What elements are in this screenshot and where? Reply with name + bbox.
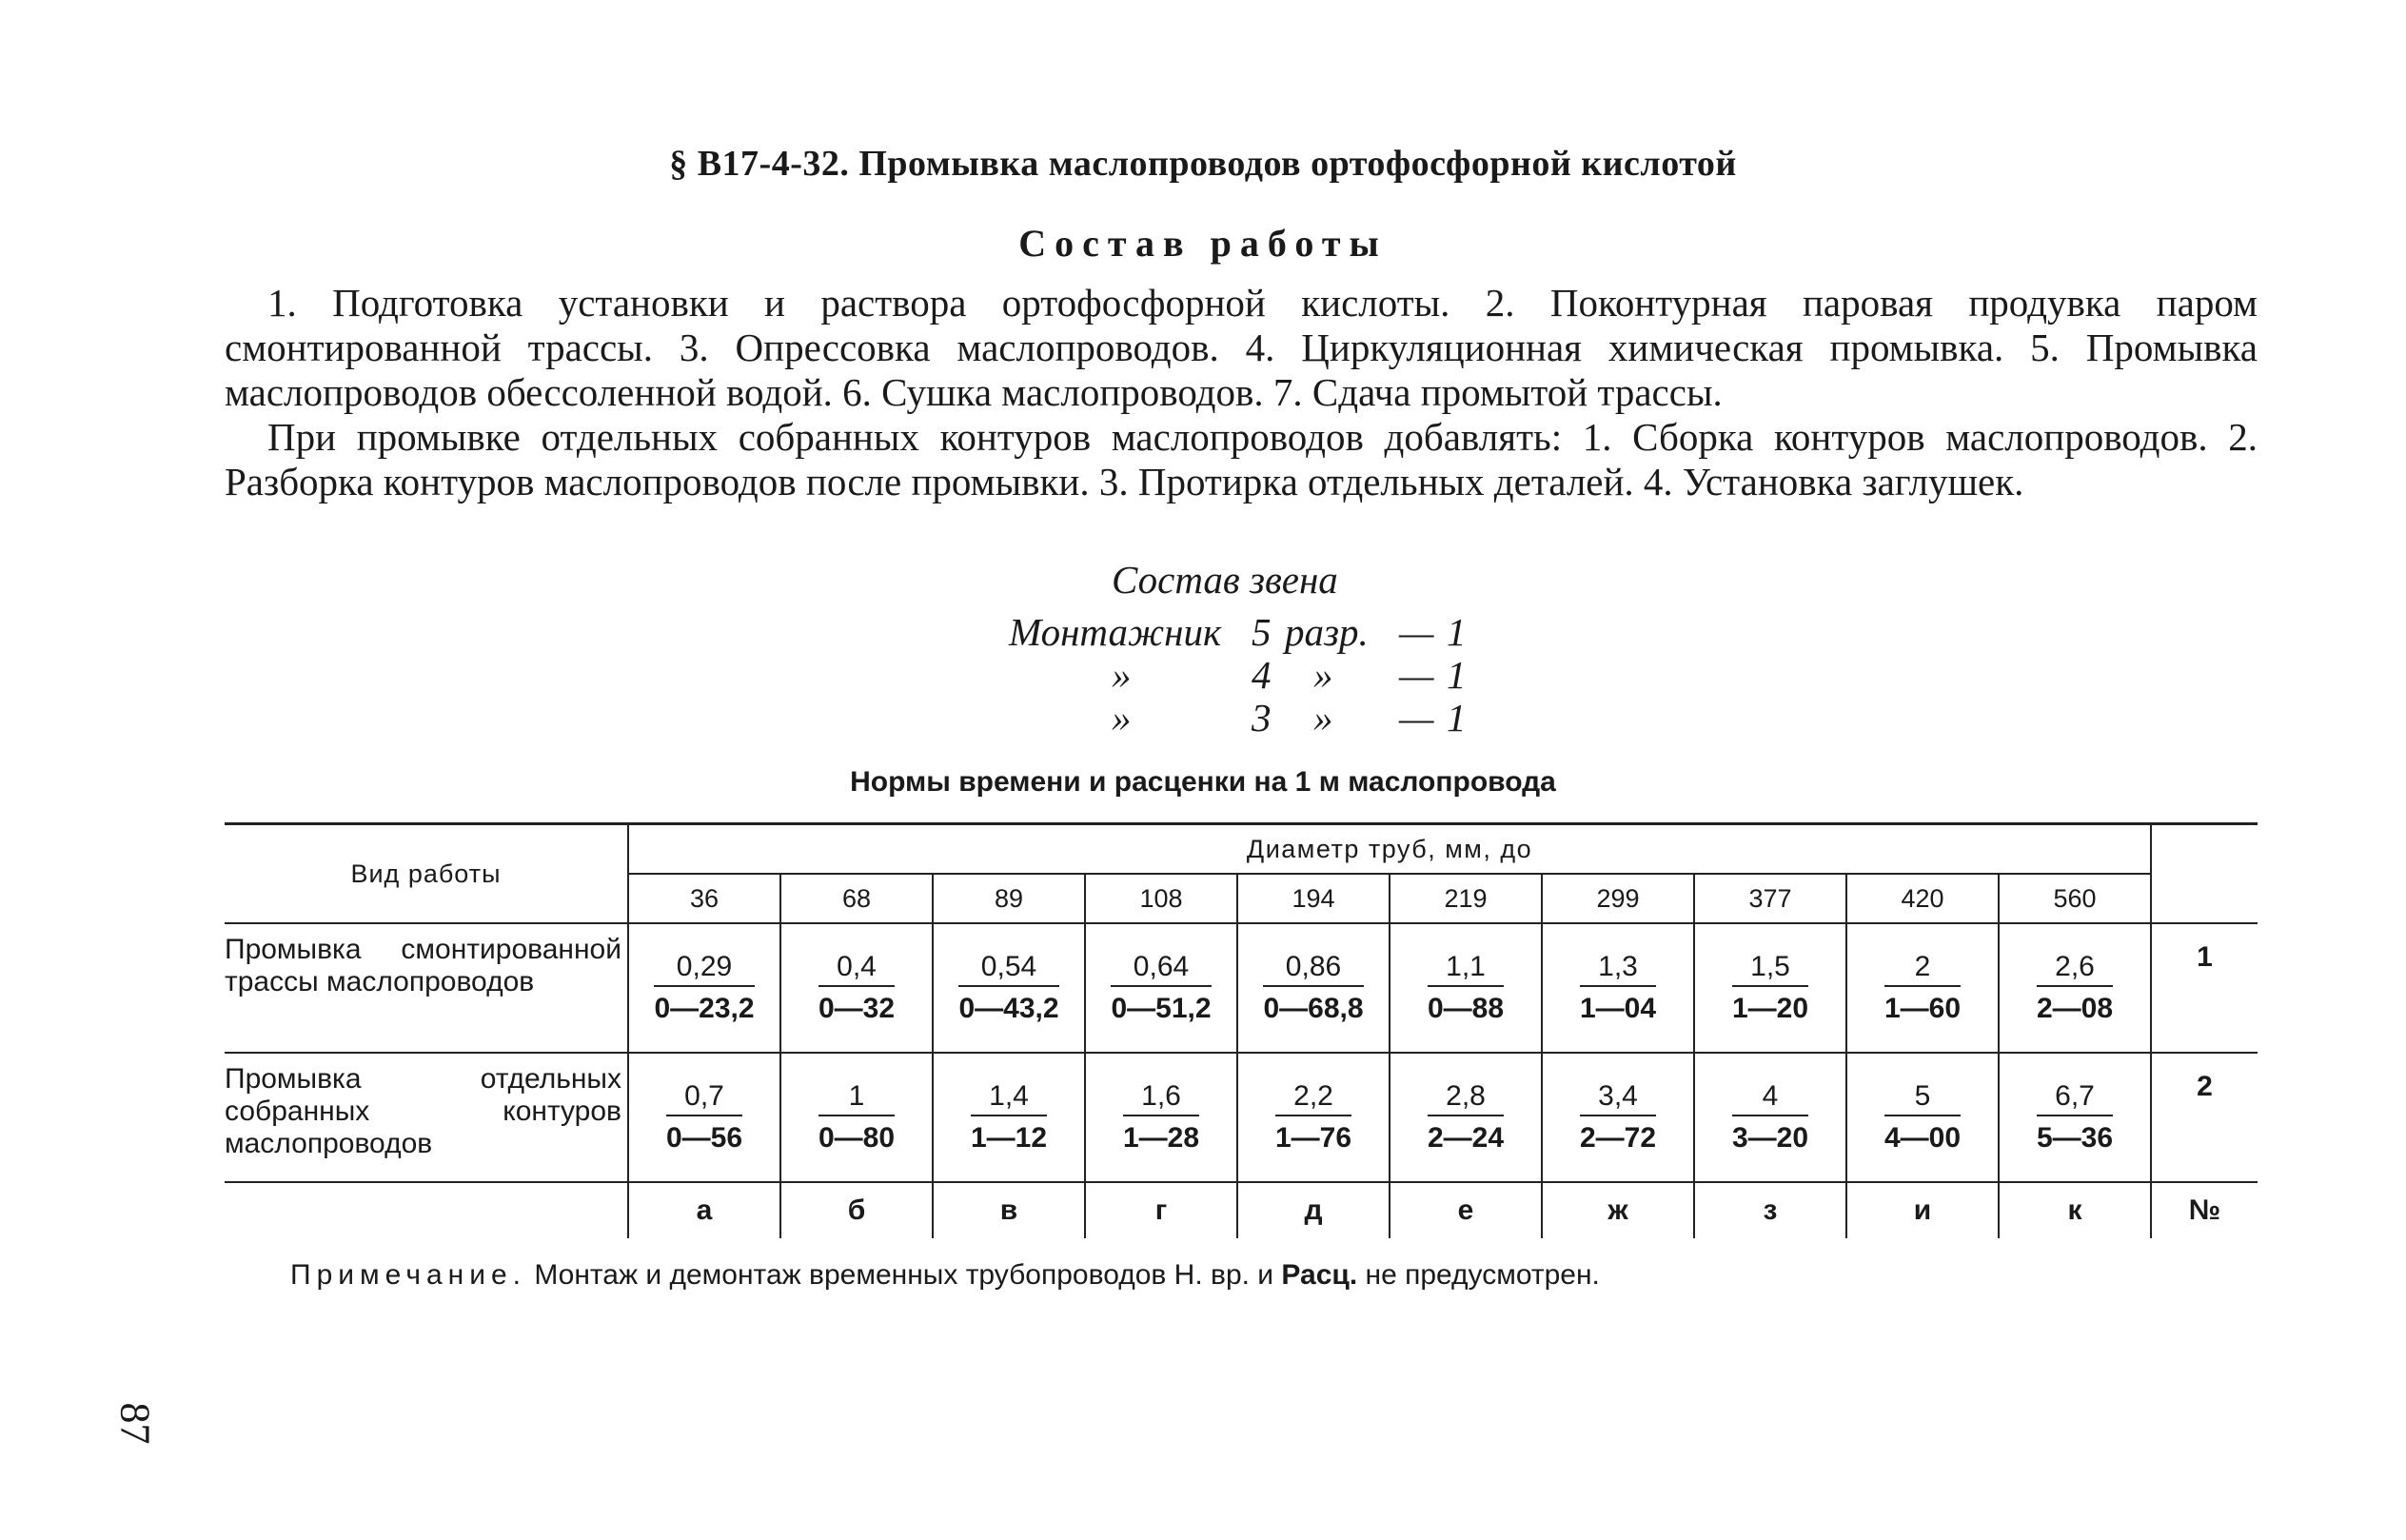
value-cell xyxy=(628,1053,780,1182)
column-letter: в xyxy=(933,1182,1085,1238)
value-cell xyxy=(933,1053,1085,1182)
crew-grade: 5 xyxy=(1252,610,1272,654)
norms-table xyxy=(225,822,2258,1238)
note-text: Монтаж и демонтаж временных трубопроводов Н. вр. и xyxy=(525,1259,1282,1291)
value-cell xyxy=(1085,923,1237,1053)
number-header xyxy=(2151,824,2258,924)
time-norm: 4 xyxy=(1732,1080,1808,1116)
time-norm: 1,5 xyxy=(1732,951,1808,987)
rate: 4—00 xyxy=(1883,1122,1962,1154)
rate: 0—80 xyxy=(818,1122,896,1154)
crew-dash: — xyxy=(1399,610,1434,654)
column-letter: к xyxy=(2067,1194,2082,1226)
row-number: 1 xyxy=(2151,923,2258,1053)
rate: 1—60 xyxy=(1883,993,1962,1024)
rate: 0—56 xyxy=(665,1122,743,1154)
column-letter: е xyxy=(1390,1182,1542,1238)
value-cell xyxy=(1542,1053,1694,1182)
time-norm: 3,4 xyxy=(1580,1080,1656,1116)
rate: 0—43,2 xyxy=(958,993,1059,1024)
time-norm: 2,8 xyxy=(1428,1080,1504,1116)
rate: 0—88 xyxy=(1427,993,1505,1024)
time-norm: 0,54 xyxy=(958,951,1058,987)
diameter-cell: 299 xyxy=(1542,874,1694,923)
row-label: Промывка отдельных собранных контуров маслопроводов xyxy=(225,1053,628,1182)
crew-row xyxy=(1009,695,1504,738)
time-norm: 1,6 xyxy=(1123,1080,1199,1116)
diameter-cell: 108 xyxy=(1085,874,1237,923)
table-row xyxy=(225,923,2258,1053)
note-label: Примечание. xyxy=(290,1259,526,1291)
rate: 0—23,2 xyxy=(654,993,755,1024)
crew-row xyxy=(1009,652,1504,695)
work-composition-heading: Состав работы xyxy=(1018,222,1388,265)
note-bold-term: Расц. xyxy=(1281,1259,1358,1291)
time-norm: 1,4 xyxy=(971,1080,1047,1116)
column-letter: з xyxy=(1694,1182,1846,1238)
crew-count: 1 xyxy=(1447,653,1467,697)
value-cell xyxy=(1542,923,1694,1053)
value-cell xyxy=(1237,1053,1390,1182)
crew-row xyxy=(1009,609,1504,652)
value-cell xyxy=(1694,1053,1846,1182)
header-row-1 xyxy=(225,824,2258,875)
value-cell xyxy=(933,923,1085,1053)
crew-count: 1 xyxy=(1447,696,1467,740)
row-label: Промывка смонтированной трассы маслопроводов xyxy=(225,923,628,1053)
diameter-header: Диаметр труб, мм, до xyxy=(628,824,2151,875)
value-cell xyxy=(1085,1053,1237,1182)
crew-heading: Состав звена xyxy=(1112,558,1338,602)
rate: 0—32 xyxy=(818,993,896,1024)
time-norm: 2 xyxy=(1884,951,1961,987)
time-norm: 0,64 xyxy=(1111,951,1211,987)
rate: 1—12 xyxy=(970,1122,1048,1154)
table-caption: Нормы времени и расценки на 1 м маслопровода xyxy=(850,766,1556,798)
crew-dash: — xyxy=(1399,696,1434,740)
time-norm: 1,1 xyxy=(1428,951,1504,987)
value-cell xyxy=(628,923,780,1053)
number-label: № xyxy=(2151,1182,2258,1238)
rate: 1—76 xyxy=(1274,1122,1352,1154)
section-title: § В17-4-32. Промывка маслопроводов ортофосфорной кислотой xyxy=(669,144,1737,184)
diameter-cell: 219 xyxy=(1390,874,1542,923)
rate: 5—36 xyxy=(2036,1122,2114,1154)
page-number: 87 xyxy=(111,1402,159,1445)
column-letter: ж xyxy=(1542,1182,1694,1238)
rate: 3—20 xyxy=(1731,1122,1809,1154)
value-cell xyxy=(780,923,933,1053)
value-cell xyxy=(1390,1053,1542,1182)
column-letter: б xyxy=(780,1182,933,1238)
row-number: 2 xyxy=(2151,1053,2258,1182)
crew-profession: Монтажник xyxy=(1009,610,1222,654)
time-norm: 0,7 xyxy=(666,1080,742,1116)
diameter-cell: 36 xyxy=(628,874,780,923)
diameter-cell: 560 xyxy=(1999,874,2151,923)
crew-dash: — xyxy=(1399,653,1434,697)
column-letter: и xyxy=(1846,1182,1999,1238)
work-steps-paragraph: 1. Подготовка установки и раствора ортофосфорной кислоты. 2. Поконтурная паровая продувка паром смонтированной трассы. 3. Опрессовка маслопроводов. 4. Циркуляционная химическая промывка. 5. Промывка маслопроводов обессоленной водой. 6. Сушка маслопроводов. 7. Сдача промытой трассы. xyxy=(225,281,2258,414)
value-cell xyxy=(1390,923,1542,1053)
crew-grade-unit: » xyxy=(1313,653,1333,697)
crew-grade-unit: разр. xyxy=(1285,610,1369,654)
diameter-cell: 377 xyxy=(1694,874,1846,923)
crew-profession: » xyxy=(1112,653,1132,697)
column-letter: г xyxy=(1085,1182,1237,1238)
value-cell xyxy=(1846,1053,1999,1182)
value-cell xyxy=(780,1053,933,1182)
rate: 2—24 xyxy=(1427,1122,1505,1154)
value-cell xyxy=(1694,923,1846,1053)
value-cell xyxy=(1237,923,1390,1053)
diameter-cell: 194 xyxy=(1237,874,1390,923)
value-cell xyxy=(1999,1053,2151,1182)
diameter-cell: 420 xyxy=(1846,874,1999,923)
rate: 1—28 xyxy=(1122,1122,1200,1154)
rate: 1—04 xyxy=(1579,993,1657,1024)
value-cell xyxy=(1846,923,1999,1053)
time-norm: 0,29 xyxy=(654,951,754,987)
value-cell xyxy=(1999,923,2151,1053)
time-norm: 6,7 xyxy=(2037,1080,2113,1116)
time-norm: 1,3 xyxy=(1580,951,1656,987)
time-norm: 2,6 xyxy=(2037,951,2113,987)
time-norm: 0,86 xyxy=(1263,951,1363,987)
crew-grade: 3 xyxy=(1252,696,1272,740)
time-norm: 1 xyxy=(818,1080,895,1116)
note-text-end: не предусмотрен. xyxy=(1357,1259,1600,1291)
footnote xyxy=(290,1259,1600,1292)
rate: 2—08 xyxy=(2036,993,2114,1024)
letter-row-blank xyxy=(225,1182,628,1238)
time-norm: 5 xyxy=(1884,1080,1961,1116)
work-type-header: Вид работы xyxy=(225,824,628,924)
time-norm: 0,4 xyxy=(818,951,895,987)
rate: 0—68,8 xyxy=(1263,993,1364,1024)
column-letter: а xyxy=(628,1182,780,1238)
column-letter: д xyxy=(1237,1182,1390,1238)
diameter-cell: 68 xyxy=(780,874,933,923)
column-letter-row xyxy=(225,1182,2258,1238)
additional-steps-paragraph: При промывке отдельных собранных контуров маслопроводов добавлять: 1. Сборка контуров маслопроводов. 2. Разборка контуров маслопроводов после промывки. 3. Протирка отдельных деталей. 4. Установка заглушек. xyxy=(225,415,2258,503)
rate: 0—51,2 xyxy=(1111,993,1212,1024)
rate: 2—72 xyxy=(1579,1122,1657,1154)
crew-grade: 4 xyxy=(1252,653,1272,697)
crew-grade-unit: » xyxy=(1313,696,1333,740)
rate: 1—20 xyxy=(1731,993,1809,1024)
crew-profession: » xyxy=(1112,696,1132,740)
time-norm: 2,2 xyxy=(1275,1080,1351,1116)
table-row xyxy=(225,1053,2258,1182)
crew-count: 1 xyxy=(1447,610,1467,654)
diameter-cell: 89 xyxy=(933,874,1085,923)
